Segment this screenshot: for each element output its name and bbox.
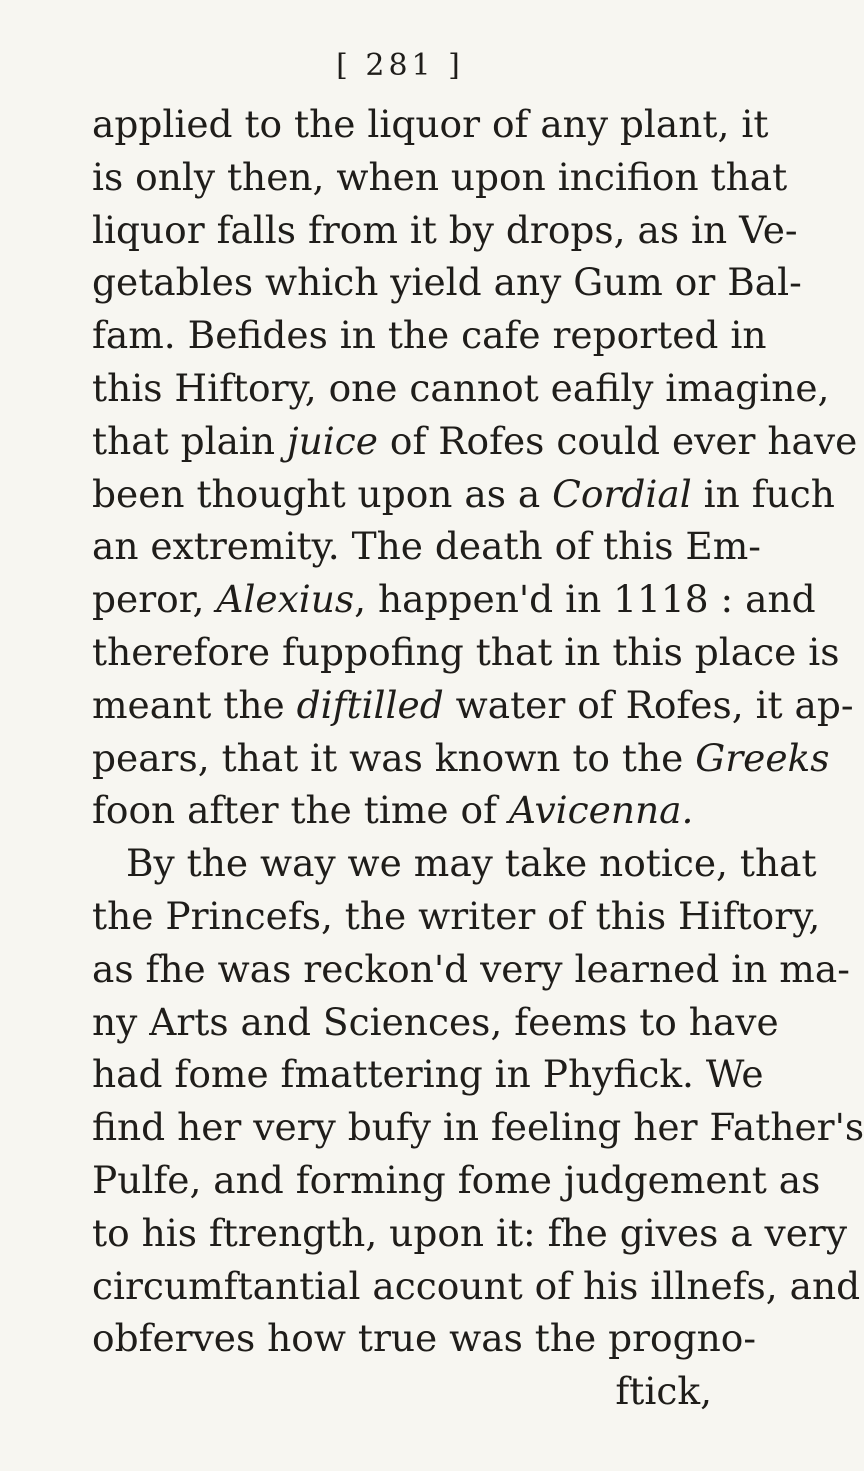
text-line [92, 468, 835, 521]
text-line [92, 1101, 864, 1154]
text-line [92, 362, 830, 415]
text-segment: had fome fmattering in Phyfick. We [92, 1052, 764, 1097]
text-segment: to his ftrength, upon it: fhe gives a very [92, 1210, 848, 1255]
text-line [92, 204, 798, 257]
text-segment: fam. Befides in the cafe reported in [92, 313, 767, 358]
italic-text: juice [287, 418, 378, 463]
body-text [92, 98, 864, 1418]
italic-text: Greeks [695, 735, 830, 780]
text-segment: in fuch [691, 471, 835, 516]
italic-text: Alexius [216, 577, 355, 622]
text-line [92, 520, 761, 573]
text-segment: as fhe was reckon'd very learned in ma- [92, 946, 850, 991]
text-segment: ny Arts and Sciences, feems to have [92, 999, 779, 1044]
text-line [92, 996, 779, 1049]
page-number: [ 281 ] [336, 48, 464, 83]
text-line [92, 679, 854, 732]
text-line [92, 943, 850, 996]
text-segment: is only then, when upon incifion that [92, 154, 788, 199]
text-segment: therefore fuppofing that in this place is [92, 629, 840, 674]
text-segment: find her very bufy in feeling her Father's [92, 1105, 864, 1150]
text-segment: applied to the liquor of any plant, it [92, 102, 769, 146]
text-line [92, 1154, 821, 1207]
text-segment: peror, [92, 577, 217, 622]
text-segment: foon after the time of [92, 788, 509, 833]
text-line [92, 573, 816, 626]
text-line [92, 626, 840, 679]
text-line [92, 151, 788, 204]
text-line [92, 309, 767, 362]
text-line [92, 1207, 848, 1260]
text-line [92, 1312, 756, 1365]
text-segment: this Hiftory, one cannot eafily imagine, [92, 365, 830, 410]
text-segment: of Rofes could ever have [377, 418, 858, 463]
text-line [92, 98, 769, 151]
text-segment: getables which yield any Gum or Bal- [92, 260, 802, 305]
italic-text: Cordial [552, 471, 692, 516]
text-line [92, 890, 821, 943]
text-segment: that plain [92, 418, 287, 463]
text-line [92, 1260, 861, 1313]
text-segment: the Princefs, the writer of this Hiftory, [92, 893, 821, 938]
text-segment: pears, that it was known to the [92, 735, 696, 780]
text-segment: Pulfe, and forming fome judgement as [92, 1157, 821, 1202]
text-line [92, 256, 802, 309]
text-segment: By the way we may take notice, that [126, 841, 817, 886]
text-segment: circumftantial account of his illnefs, and [92, 1263, 861, 1308]
text-line [92, 837, 817, 890]
text-segment: an extremity. The death of this Em- [92, 524, 761, 569]
text-line [92, 732, 830, 785]
text-segment: water of Rofes, it ap- [443, 682, 854, 727]
text-segment: been thought upon as a [92, 471, 553, 516]
text-line [92, 1048, 764, 1101]
text-segment: obferves how true was the progno- [92, 1316, 756, 1361]
text-segment: meant the [92, 682, 297, 727]
text-line [92, 415, 858, 468]
italic-text: diftilled [296, 682, 444, 727]
text-line [92, 784, 712, 837]
italic-text: Avicenna. [508, 788, 694, 833]
catchword: ftick, [615, 1369, 712, 1414]
text-segment: liquor falls from it by drops, as in Ve- [92, 207, 798, 252]
text-segment: , happen'd in 1118 : and [354, 577, 816, 622]
